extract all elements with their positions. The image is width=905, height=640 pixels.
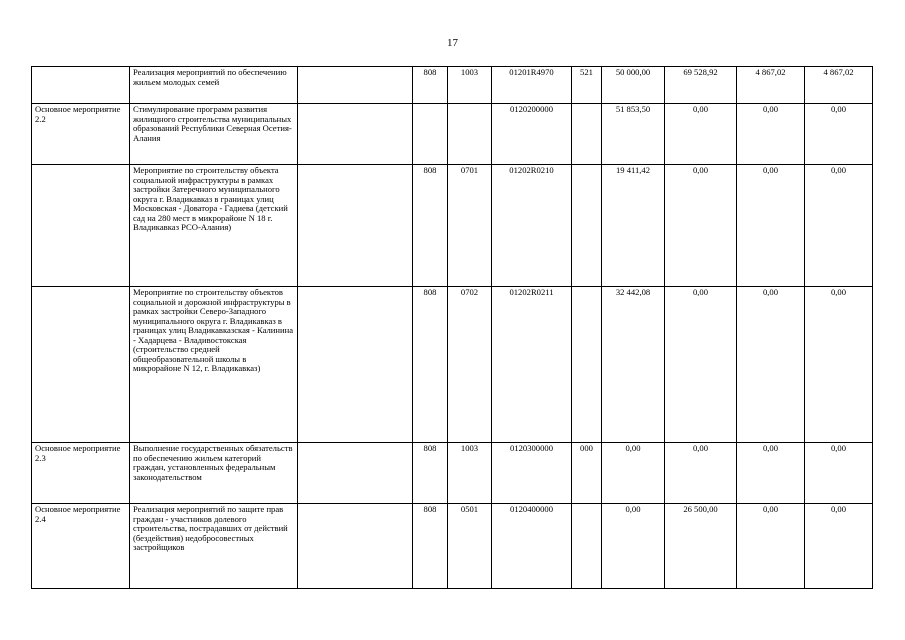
target-article-code: 0120400000 (492, 504, 572, 589)
grbs-code: 808 (413, 165, 448, 287)
activity-name: Основное мероприятие 2.2 (32, 104, 130, 165)
amount-year-3: 0,00 (737, 104, 805, 165)
amount-year-2: 0,00 (665, 443, 737, 504)
section-code: 0701 (448, 165, 492, 287)
section-code (448, 104, 492, 165)
amount-year-1: 19 411,42 (602, 165, 665, 287)
amount-year-1: 51 853,50 (602, 104, 665, 165)
grbs-code (413, 104, 448, 165)
grbs-code: 808 (413, 443, 448, 504)
section-code: 0702 (448, 287, 492, 443)
amount-year-2: 0,00 (665, 287, 737, 443)
table-row (32, 67, 873, 104)
grbs-code: 808 (413, 67, 448, 104)
expense-type-code (572, 287, 602, 443)
activity-description: Реализация мероприятий по защите прав граждан - участников долевого строительства, пострадавших от действий (бездействия) недобросовестных застройщиков (130, 504, 298, 589)
grbs-code: 808 (413, 287, 448, 443)
activity-description: Выполнение государственных обязательств по обеспечению жильем категорий граждан, установленных федеральным законодательством (130, 443, 298, 504)
expense-type-code (572, 104, 602, 165)
amount-year-4: 0,00 (805, 443, 873, 504)
target-article-code: 01201R4970 (492, 67, 572, 104)
budget-table (31, 66, 873, 589)
target-article-code: 0120300000 (492, 443, 572, 504)
amount-year-3: 0,00 (737, 287, 805, 443)
executor (298, 165, 413, 287)
section-code: 1003 (448, 67, 492, 104)
activity-description: Реализация мероприятий по обеспечению жильем молодых семей (130, 67, 298, 104)
amount-year-4: 4 867,02 (805, 67, 873, 104)
amount-year-4: 0,00 (805, 504, 873, 589)
amount-year-1: 0,00 (602, 443, 665, 504)
amount-year-2: 69 528,92 (665, 67, 737, 104)
activity-name (32, 165, 130, 287)
amount-year-4: 0,00 (805, 287, 873, 443)
amount-year-3: 0,00 (737, 443, 805, 504)
activity-description: Мероприятие по строительству объектов социальной и дорожной инфраструктуры в рамках застройки Северо-Западного муниципального округа г. Владикавказ в границах улиц Владикавказская - Калинина - Хадарцева - Владивостокская (строительство средней общеобразовательной школы в микрорайоне N 12, г. Владикавказ) (130, 287, 298, 443)
amount-year-1: 0,00 (602, 504, 665, 589)
page-number: 17 (447, 37, 458, 49)
section-code: 0501 (448, 504, 492, 589)
amount-year-2: 0,00 (665, 104, 737, 165)
amount-year-4: 0,00 (805, 165, 873, 287)
amount-year-3: 4 867,02 (737, 67, 805, 104)
executor (298, 443, 413, 504)
activity-name (32, 67, 130, 104)
expense-type-code (572, 504, 602, 589)
executor (298, 104, 413, 165)
activity-name: Основное мероприятие 2.3 (32, 443, 130, 504)
expense-type-code (572, 165, 602, 287)
amount-year-3: 0,00 (737, 504, 805, 589)
activity-description: Стимулирование программ развития жилищного строительства муниципальных образований Республики Северная Осетия-Алания (130, 104, 298, 165)
amount-year-3: 0,00 (737, 165, 805, 287)
section-code: 1003 (448, 443, 492, 504)
activity-description: Мероприятие по строительству объекта социальной инфраструктуры в рамках застройки Затеречного муниципального округа г. Владикавказ в границах улиц Московская - Доватора - Гадиева (детский сад на 280 мест в микрорайоне N 18 г. Владикавказ РСО-Алания) (130, 165, 298, 287)
amount-year-1: 32 442,08 (602, 287, 665, 443)
table-row (32, 287, 873, 443)
table-row (32, 104, 873, 165)
executor (298, 504, 413, 589)
executor (298, 287, 413, 443)
executor (298, 67, 413, 104)
amount-year-2: 0,00 (665, 165, 737, 287)
amount-year-1: 50 000,00 (602, 67, 665, 104)
expense-type-code: 000 (572, 443, 602, 504)
amount-year-4: 0,00 (805, 104, 873, 165)
grbs-code: 808 (413, 504, 448, 589)
activity-name (32, 287, 130, 443)
table-row (32, 443, 873, 504)
target-article-code: 01202R0211 (492, 287, 572, 443)
target-article-code: 01202R0210 (492, 165, 572, 287)
amount-year-2: 26 500,00 (665, 504, 737, 589)
expense-type-code: 521 (572, 67, 602, 104)
table-row (32, 504, 873, 589)
table-row (32, 165, 873, 287)
target-article-code: 0120200000 (492, 104, 572, 165)
activity-name: Основное мероприятие 2.4 (32, 504, 130, 589)
